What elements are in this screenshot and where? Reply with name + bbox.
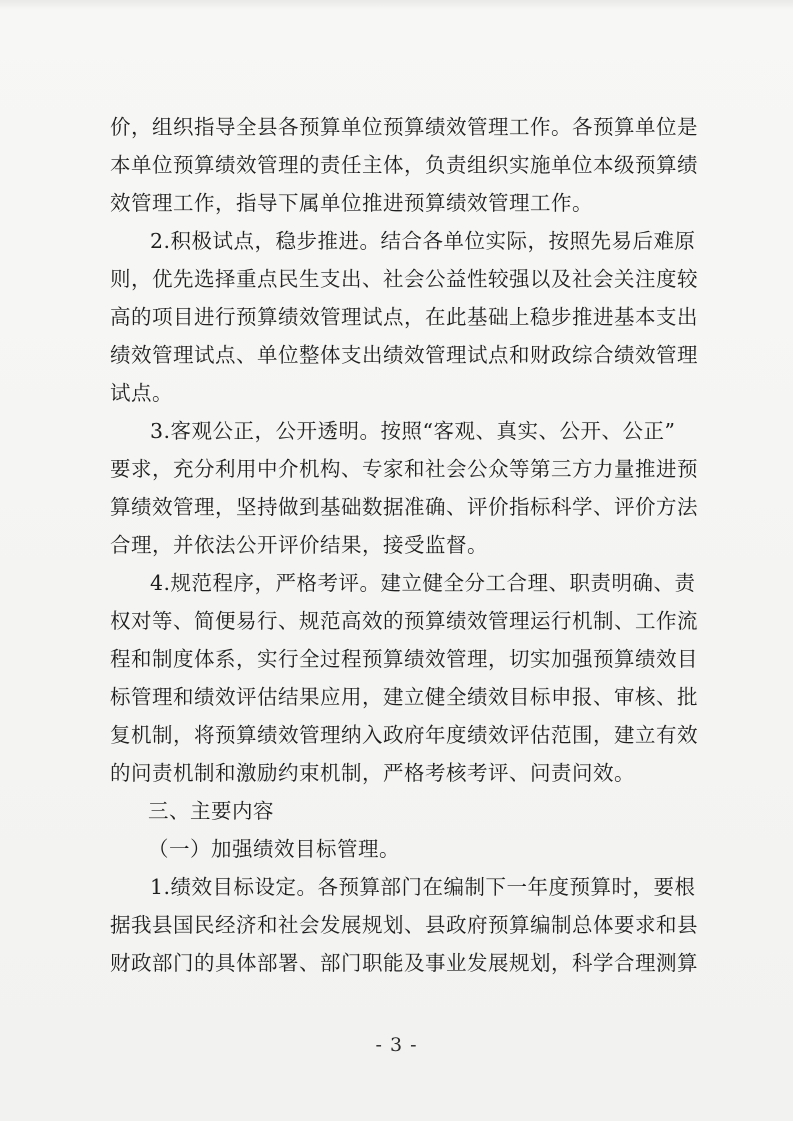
subsection-heading: （一）加强绩效目标管理。	[148, 837, 400, 861]
text-line: 要求，充分利用中介机构、专家和社会公众等第三方力量推进预	[110, 457, 698, 481]
paragraph-2	[110, 222, 700, 412]
text-line: 标管理和绩效评估结果应用，建立健全绩效目标申报、审核、批	[110, 685, 698, 709]
text-line: 4.规范程序，严格考评。建立健全分工合理、职责明确、责	[150, 571, 696, 595]
text-line: 复机制，将预算绩效管理纳入政府年度绩效评估范围，建立有效	[110, 723, 698, 747]
text-line: 绩效管理试点、单位整体支出绩效管理试点和财政综合绩效管理	[110, 343, 698, 367]
paragraph-5	[110, 868, 700, 982]
text-line: 2.积极试点，稳步推进。结合各单位实际，按照先易后难原	[150, 229, 696, 253]
text-line: 财政部门的具体部署、部门职能及事业发展规划，科学合理测算	[110, 951, 698, 975]
text-line: 价，组织指导全县各预算单位预算绩效管理工作。各预算单位是	[110, 115, 698, 139]
text-line: 则，优先选择重点民生支出、社会公益性较强以及社会关注度较	[110, 267, 698, 291]
text-line: 据我县国民经济和社会发展规划、县政府预算编制总体要求和县	[110, 913, 698, 937]
text-line: 的问责机制和激励约束机制，严格考核考评、问责问效。	[110, 761, 635, 785]
text-line: 本单位预算绩效管理的责任主体，负责组织实施单位本级预算绩	[110, 153, 698, 177]
scan-edge-shadow	[0, 0, 793, 10]
text-line: 1.绩效目标设定。各预算部门在编制下一年度预算时，要根	[150, 875, 696, 899]
text-line: 合理，并依法公开评价结果，接受监督。	[110, 533, 488, 557]
text-line: 权对等、简便易行、规范高效的预算绩效管理运行机制、工作流	[110, 609, 698, 633]
paragraph-1	[110, 108, 700, 222]
paragraph-4	[110, 564, 700, 792]
text-line: 试点。	[110, 381, 173, 405]
text-line: 高的项目进行预算绩效管理试点，在此基础上稳步推进基本支出	[110, 305, 698, 329]
document-body	[110, 108, 700, 982]
text-line: 算绩效管理，坚持做到基础数据准确、评价指标科学、评价方法	[110, 495, 698, 519]
text-line: 3.客观公正，公开透明。按照“客观、真实、公开、公正”	[150, 419, 676, 443]
text-line: 程和制度体系，实行全过程预算绩效管理，切实加强预算绩效目	[110, 647, 698, 671]
paragraph-3	[110, 412, 700, 564]
section-heading: 三、主要内容	[148, 799, 274, 823]
page-number: - 3 -	[375, 1034, 418, 1056]
text-line: 效管理工作，指导下属单位推进预算绩效管理工作。	[110, 191, 593, 215]
